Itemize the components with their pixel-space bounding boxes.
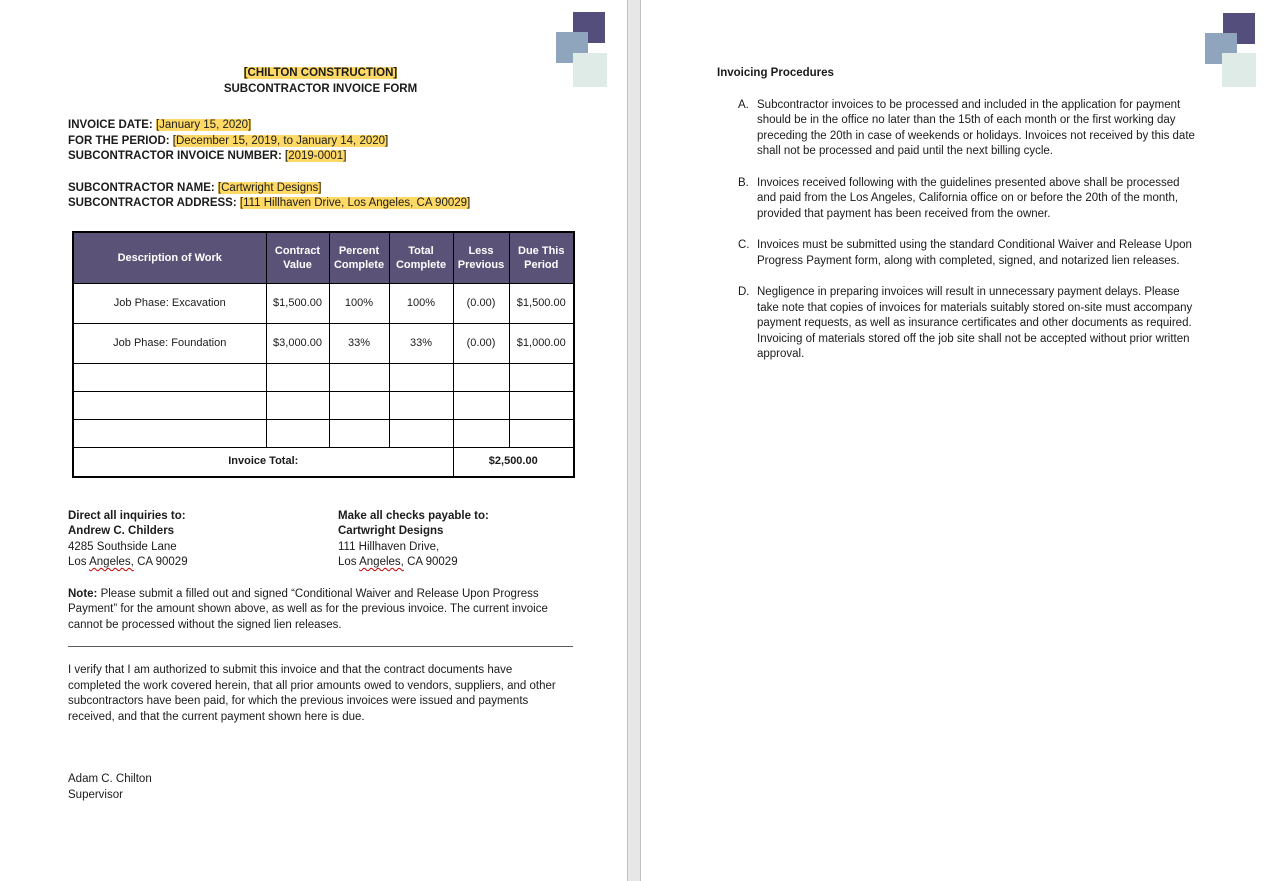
cell-less-previous: (0.00)	[453, 284, 509, 324]
cell-percent-complete	[329, 392, 389, 420]
cell-less-previous	[453, 420, 509, 448]
table-total-row	[73, 448, 574, 477]
invoice-meta-fields	[68, 118, 577, 165]
misspelled-word: Angeles,	[359, 556, 404, 568]
payable-heading: Make all checks payable to:	[338, 509, 489, 522]
signature-role: Supervisor	[68, 788, 123, 801]
cell-total-complete	[389, 392, 453, 420]
inquiries-name: Andrew C. Childers	[68, 525, 175, 537]
invoice-total-label: Invoice Total:	[73, 448, 453, 477]
inquiries-street: 4285 Southside Lane	[68, 540, 177, 553]
city-text: Los	[338, 556, 360, 568]
decorative-square-mint	[573, 53, 607, 87]
field-label: SUBCONTRACTOR INVOICE NUMBER:	[68, 150, 286, 162]
list-item	[717, 238, 1201, 269]
inquiries-heading: Direct all inquiries to:	[68, 509, 186, 522]
cell-less-previous	[453, 364, 509, 392]
table-row-empty	[73, 420, 574, 448]
list-item-text: Subcontractor invoices to be processed and included in the application for payment should be in the office no later than the 15th of each month or the first working day preceding the 20th in case of weekends or holidays. Invoices not received by this date shall not be processed and paid until the next billing cycle.	[757, 98, 1195, 157]
decorative-square-mint	[1222, 53, 1256, 87]
cell-contract-value: $3,000.00	[266, 324, 329, 364]
list-item-letter: C.	[738, 239, 750, 251]
field-label: SUBCONTRACTOR ADDRESS:	[68, 197, 240, 209]
cell-percent-complete	[329, 420, 389, 448]
payable-city-line	[338, 555, 573, 571]
list-item	[717, 285, 1201, 363]
payable-block	[338, 509, 573, 571]
cell-less-previous: (0.00)	[453, 324, 509, 364]
payable-street: 111 Hillhaven Drive,	[338, 540, 440, 553]
field-value-highlighted: [2019-0001]	[285, 150, 347, 162]
field-label: FOR THE PERIOD:	[68, 134, 173, 147]
header-contract-value: Contract Value	[266, 232, 329, 284]
cell-percent-complete	[329, 364, 389, 392]
invoice-total-value: $2,500.00	[453, 448, 574, 477]
table-row	[73, 324, 574, 364]
misspelled-word: Angeles,	[89, 556, 134, 568]
subcontractor-fields	[68, 181, 577, 212]
list-item-letter: D.	[738, 286, 750, 298]
field-value-highlighted: [December 15, 2019, to January 14, 2020]	[172, 134, 389, 147]
cell-total-complete: 100%	[389, 284, 453, 324]
header-percent-complete: Percent Complete	[329, 232, 389, 284]
city-text: CA 90029	[403, 556, 458, 568]
cell-due-this-period: $1,000.00	[509, 324, 574, 364]
cell-due-this-period	[509, 364, 574, 392]
header-total-complete: Total Complete	[389, 232, 453, 284]
cell-total-complete	[389, 364, 453, 392]
contact-blocks	[68, 509, 573, 571]
table-header-row	[73, 232, 574, 284]
cell-description: Job Phase: Excavation	[73, 284, 266, 324]
list-item-text: Negligence in preparing invoices will result in unnecessary payment delays. Please take note that copies of invoices for materials suitably stored on-site must accompany payment requests, as well as insurance certificates and other documents as required. Invoicing of materials stored off the job site shall not be accepted without prior written approval.	[757, 286, 1193, 360]
cell-description	[73, 392, 266, 420]
list-item	[717, 98, 1201, 160]
field-label: INVOICE DATE:	[68, 119, 156, 131]
city-text: Los	[68, 556, 90, 568]
company-title-line	[68, 66, 573, 82]
procedures-list	[717, 98, 1201, 363]
cell-contract-value	[266, 420, 329, 448]
cell-percent-complete: 33%	[329, 324, 389, 364]
signature-divider	[68, 646, 573, 647]
field-subcontractor-address	[68, 196, 577, 212]
cell-description	[73, 364, 266, 392]
cell-description	[73, 420, 266, 448]
note-text: Please submit a filled out and signed “Conditional Waiver and Release Upon Progress Payment” for the amount shown above, as well as for the previous invoice. The current invoice cannot be processed without the signed lien releases.	[68, 587, 548, 631]
note-paragraph	[68, 587, 567, 634]
table-row-empty	[73, 364, 574, 392]
field-invoice-date	[68, 118, 577, 134]
verification-paragraph: I verify that I am authorized to submit this invoice and that the contract documents have completed the work covered herein, that all prior amounts owed to vendors, suppliers, and other subcontractors have been paid, for which the previous invoices were issued and payments received, and that the current payment shown here is due.	[68, 664, 556, 723]
list-item-text: Invoices must be submitted using the standard Conditional Waiver and Release Upon Progress Payment form, along with completed, signed, and notarized lien releases.	[757, 239, 1192, 267]
cell-due-this-period	[509, 392, 574, 420]
list-item-letter: B.	[738, 176, 749, 189]
cell-less-previous	[453, 392, 509, 420]
cell-due-this-period	[509, 420, 574, 448]
form-title-block	[68, 66, 573, 97]
invoice-page	[0, 0, 627, 881]
inquiries-city-line	[68, 555, 338, 571]
inquiries-block	[68, 509, 338, 571]
form-title: SUBCONTRACTOR INVOICE FORM	[223, 82, 418, 95]
list-item	[717, 176, 1201, 223]
cell-due-this-period: $1,500.00	[509, 284, 574, 324]
field-value-highlighted: [Cartwright Designs]	[217, 181, 322, 194]
table-row-empty	[73, 392, 574, 420]
note-label: Note:	[68, 587, 98, 600]
list-item-text: Invoices received following with the guidelines presented above shall be processed and paid from the Los Angeles, California office on or before the 20th of the month, provided that payment has been received from the owner.	[757, 176, 1180, 220]
signature-block	[68, 772, 577, 803]
header-less-previous: Less Previous	[453, 232, 509, 284]
cell-contract-value	[266, 392, 329, 420]
cell-total-complete	[389, 420, 453, 448]
cell-percent-complete: 100%	[329, 284, 389, 324]
field-value-highlighted: [January 15, 2020]	[155, 119, 252, 131]
header-description-of-work: Description of Work	[73, 232, 266, 284]
procedures-page	[641, 0, 1265, 881]
field-label: SUBCONTRACTOR NAME:	[68, 181, 218, 194]
cell-total-complete: 33%	[389, 324, 453, 364]
field-value-highlighted: [111 Hillhaven Drive, Los Angeles, CA 90029]	[239, 197, 471, 209]
procedures-heading: Invoicing Procedures	[717, 67, 834, 79]
field-invoice-number	[68, 149, 577, 165]
company-title: [CHILTON CONSTRUCTION]	[243, 67, 398, 79]
field-period	[68, 134, 577, 150]
invoice-table	[72, 231, 575, 478]
signature-name: Adam C. Chilton	[68, 773, 152, 785]
cell-contract-value	[266, 364, 329, 392]
cell-description: Job Phase: Foundation	[73, 324, 266, 364]
header-due-this-period: Due This Period	[509, 232, 574, 284]
cell-contract-value: $1,500.00	[266, 284, 329, 324]
field-subcontractor-name	[68, 181, 577, 197]
payable-name: Cartwright Designs	[338, 525, 444, 537]
list-item-letter: A.	[738, 98, 749, 111]
page-gap	[627, 0, 641, 881]
city-text: CA 90029	[133, 556, 188, 568]
table-row	[73, 284, 574, 324]
